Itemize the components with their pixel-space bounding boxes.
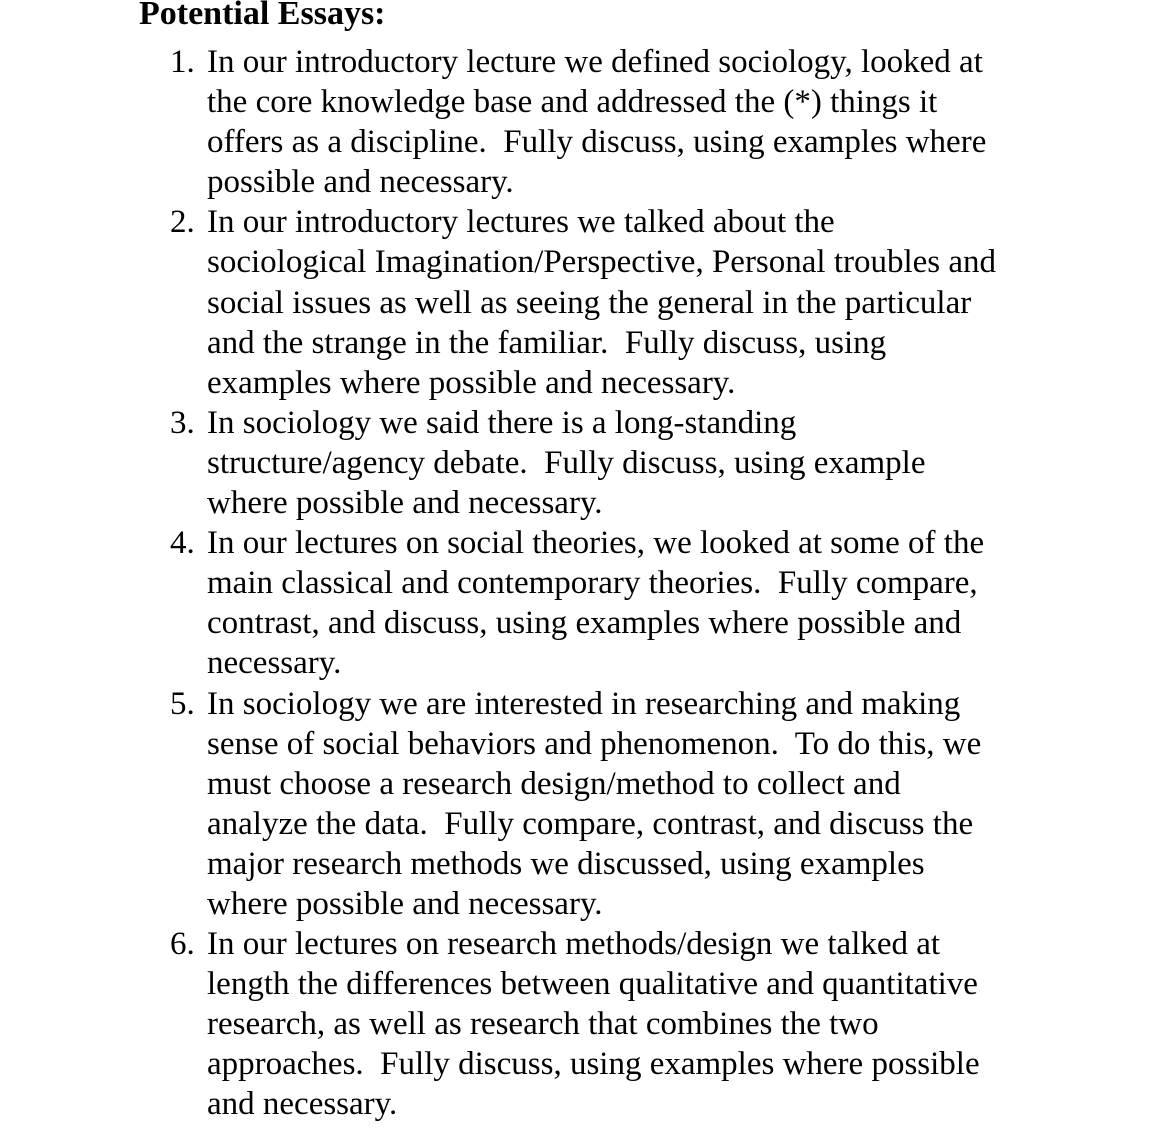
essay-line: major research methods we discussed, using examples: [207, 845, 925, 882]
essay-list: [0, 42, 1170, 1125]
essay-line: sociological Imagination/Perspective, Personal troubles and: [207, 244, 997, 281]
essay-item-1: [0, 42, 1170, 202]
essay-item-3: [0, 403, 1170, 523]
essay-line: approaches. Fully discuss, using examples where possible: [207, 1046, 980, 1083]
essay-line: In our lectures on research methods/design we talked at: [207, 926, 941, 963]
essay-line: In our introductory lectures we talked about the: [207, 204, 835, 241]
essay-line: offers as a discipline. Fully discuss, using examples where: [207, 124, 987, 161]
essay-number: 6.: [170, 926, 195, 963]
essay-number: 3.: [170, 404, 195, 441]
essay-number: 2.: [170, 204, 195, 241]
essay-line: In sociology we said there is a long-standing: [207, 404, 797, 441]
essay-number: 5.: [170, 685, 195, 722]
essay-line: examples where possible and necessary.: [207, 364, 736, 401]
essay-line: In sociology we are interested in researching and making: [207, 685, 961, 722]
essay-item-6: [0, 924, 1170, 1124]
essay-item-2: [0, 202, 1170, 402]
essay-line: sense of social behaviors and phenomenon. To do this, we: [207, 725, 982, 762]
essay-item-5: [0, 684, 1170, 925]
essay-line: In our introductory lecture we defined sociology, looked at: [207, 44, 983, 80]
page-title: Potential Essays:: [139, 0, 386, 32]
essay-line: main classical and contemporary theories. Fully compare,: [207, 565, 978, 602]
essay-line: contrast, and discuss, using examples where possible and: [207, 605, 962, 642]
essay-line: research, as well as research that combines the two: [207, 1006, 879, 1043]
essay-line: and the strange in the familiar. Fully discuss, using: [207, 324, 887, 361]
essay-number: 1.: [170, 44, 195, 80]
essay-line: social issues as well as seeing the general in the particular: [207, 284, 972, 321]
essay-line: where possible and necessary.: [207, 485, 603, 522]
essay-line: and necessary.: [207, 1086, 398, 1123]
essay-item-4: [0, 523, 1170, 683]
essay-line: length the differences between qualitative and quantitative: [207, 966, 978, 1003]
essay-line: analyze the data. Fully compare, contrast, and discuss the: [207, 805, 974, 842]
essay-line: necessary.: [207, 645, 342, 682]
essay-line: the core knowledge base and addressed the (*) things it: [207, 84, 938, 121]
essay-line: where possible and necessary.: [207, 885, 603, 922]
essay-number: 4.: [170, 525, 195, 562]
essay-line: must choose a research design/method to collect and: [207, 765, 901, 802]
essay-line: structure/agency debate. Fully discuss, using example: [207, 444, 926, 481]
essay-line: possible and necessary.: [207, 164, 514, 201]
essay-line: In our lectures on social theories, we looked at some of the: [207, 525, 985, 562]
